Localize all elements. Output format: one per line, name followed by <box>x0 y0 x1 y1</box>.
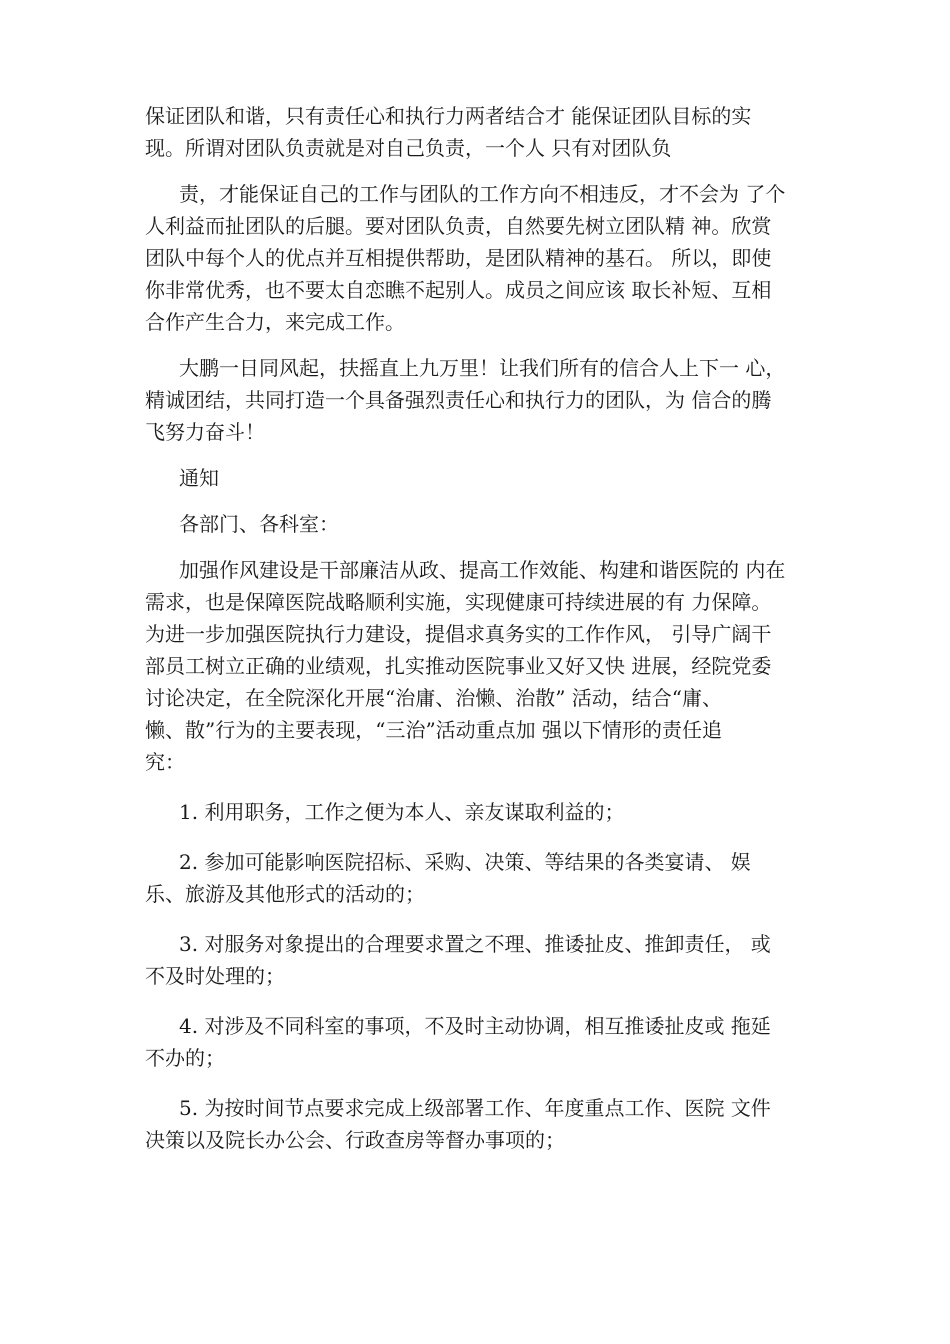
text-line: 精诚团结，共同打造一个具备强烈责任心和执行力的团队，为 信合的腾 <box>145 388 772 412</box>
text-line: 合作产生合力，来完成工作。 <box>145 310 405 334</box>
text-line: 2. 参加可能影响医院招标、采购、决策、等结果的各类宴请、 娱 <box>179 850 751 874</box>
text-line: 3. 对服务对象提出的合理要求置之不理、推诿扯皮、推卸责任， 或 <box>179 932 771 956</box>
text-line: 讨论决定，在全院深化开展“治庸、治懒、治散” 活动，结合“庸、 <box>145 686 723 710</box>
text-line: 乐、旅游及其他形式的活动的； <box>145 882 425 906</box>
text-line: 现。所谓对团队负责就是对自己负责，一个人 只有对团队负 <box>145 136 672 160</box>
text-line: 你非常优秀，也不要太自恋瞧不起别人。成员之间应该 取长补短、互相 <box>145 278 772 302</box>
text-line: 为进一步加强医院执行力建设，提倡求真务实的工作作风， 引导广阔干 <box>145 622 772 646</box>
list-item-3 <box>145 928 825 992</box>
text-line: 责，才能保证自己的工作与团队的工作方向不相违反，才不会为 了个 <box>179 182 786 206</box>
text-line: 究： <box>145 750 185 774</box>
text-line: 不及时处理的； <box>145 964 285 988</box>
text-line: 部员工树立正确的业绩观，扎实推动医院事业又好又快 进展，经院党委 <box>145 654 772 678</box>
text-line: 人利益而扯团队的后腿。要对团队负责，自然要先树立团队精 神。欣赏 <box>145 214 772 238</box>
text-line: 5. 为按时间节点要求完成上级部署工作、年度重点工作、医院 文件 <box>179 1096 771 1120</box>
text-line: 大鹏一日同风起，扶摇直上九万里！让我们所有的信合人上下一 心， <box>179 356 786 380</box>
text-line: 1. 利用职务，工作之便为本人、亲友谋取利益的； <box>179 800 625 824</box>
text-line: 团队中每个人的优点并互相提供帮助，是团队精神的基石。 所以，即使 <box>145 246 772 270</box>
document-body <box>145 100 825 1174</box>
text-line: 需求，也是保障医院战略顺利实施，实现健康可持续进展的有 力保障。 <box>145 590 772 614</box>
paragraph-notice-body <box>145 554 825 778</box>
text-line: 4. 对涉及不同科室的事项，不及时主动协调，相互推诿扯皮或 拖延 <box>179 1014 771 1038</box>
text-line: 懒、散”行为的主要表现，“三治”活动重点加 强以下情形的责任追 <box>145 718 723 742</box>
notice-recipients <box>145 508 825 540</box>
text-line: 加强作风建设是干部廉洁从政、提高工作效能、构建和谐医院的 内在 <box>179 558 786 582</box>
text-line: 飞努力奋斗！ <box>145 420 265 444</box>
list-item-5 <box>145 1092 825 1156</box>
text-line: 决策以及院长办公会、行政查房等督办事项的； <box>145 1128 565 1152</box>
paragraph-team-responsibility <box>145 178 825 338</box>
list-item-4 <box>145 1010 825 1074</box>
text-line: 不办的； <box>145 1046 225 1070</box>
paragraph-team-harmony <box>145 100 825 164</box>
list-item-1 <box>145 796 825 828</box>
text-line: 通知 <box>179 466 219 490</box>
paragraph-closing-call <box>145 352 825 448</box>
list-item-2 <box>145 846 825 910</box>
text-line: 保证团队和谐，只有责任心和执行力两者结合才 能保证团队目标的实 <box>145 104 752 128</box>
text-line: 各部门、各科室： <box>179 512 339 536</box>
notice-heading <box>145 462 825 494</box>
